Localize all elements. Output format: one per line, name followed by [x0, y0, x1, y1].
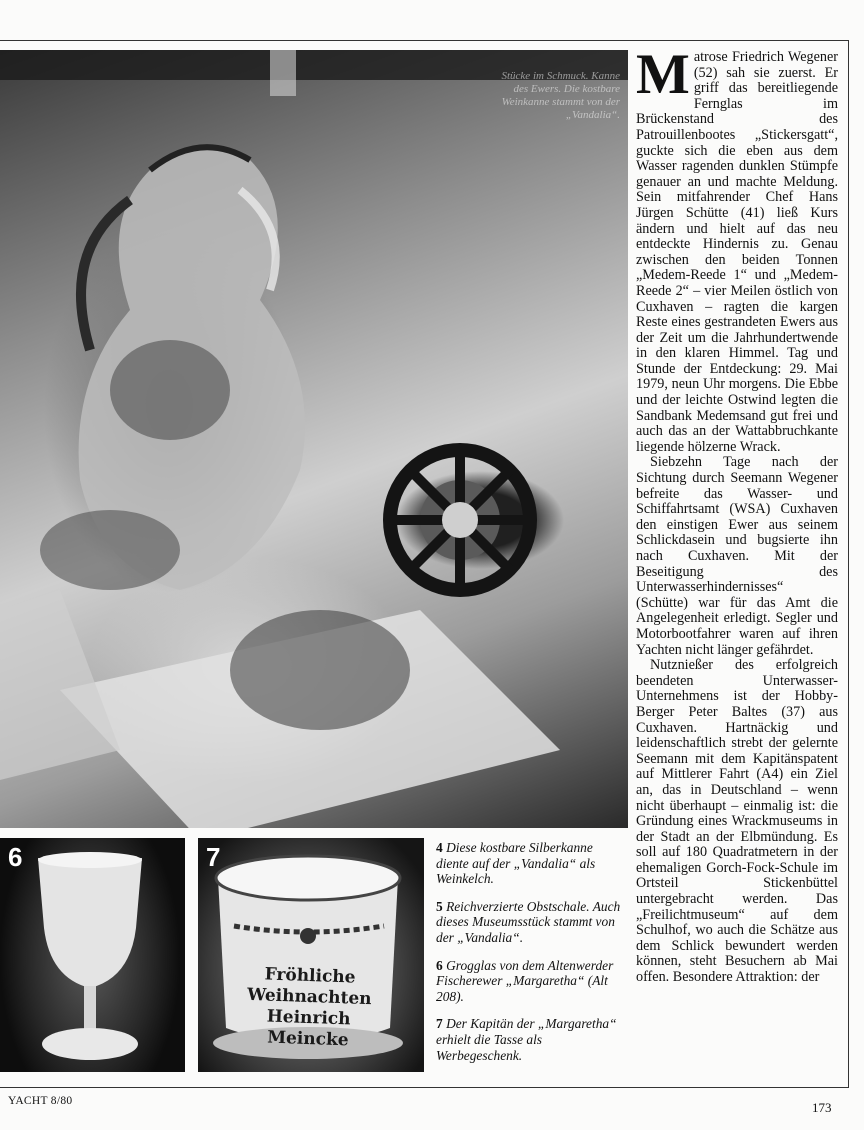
magazine-issue: YACHT 8/80	[8, 1095, 73, 1107]
caption-7	[436, 1016, 628, 1063]
caption-text: Reichverzierte Obstschale. Auch dieses Museumsstück stammt von der „Vandalia“.	[436, 898, 621, 945]
caption-5	[436, 899, 628, 946]
caption-number: 6	[436, 957, 443, 973]
caption-text: Diese kostbare Silberkanne diente auf der „Vandalia“ als Weinkelch.	[436, 840, 596, 887]
article-paragraph-1	[636, 43, 838, 455]
cup-inscription-line-1: Fröhliche Weihnachten	[246, 964, 372, 1010]
caption-number: 5	[436, 898, 443, 914]
article-text	[636, 43, 838, 986]
main-photo-illustration	[0, 50, 628, 828]
caption-text: Der Kapitän der „Margaretha“ erhielt die Tasse als Werbegeschenk.	[436, 1016, 617, 1063]
grog-glass-illustration	[0, 838, 185, 1072]
photo-number-6: 6	[8, 842, 23, 872]
caption-number: 7	[436, 1016, 443, 1032]
paragraph-text: atrose Friedrich Wegener (52) sah sie zuerst. Er griff das bereitliegende Fernglas im Brückenstand des Patrouillenbootes „Stickersgatt“, guckte sich die eben aus dem Wasser ragenden dunklen Stümpfe genauer an und machte Meldung. Sein mitfahrender Chef Hans Jürgen Schütte (41) ließ Kurs ändern und hielt auf das neu entdeckte Hindernis zu. Genau zwischen den beiden Tonnen „Medem-Reede 1“ und „Medem-Reede 2“ – vier Meilen östlich von Cuxhaven – ragten die kargen Reste eines gestrandeten Ewers aus der Zeit um die Jahrhundertwende in den klaren Himmel. Tag und Stunde der Entdeckung: 29. Mai 1979, neun Uhr morgens. Die Ebbe und der leichte Ostwind legten die Sandbank Medemsand gut frei und auch das an der Wattabbruchkante liegende hölzerne Wrack.	[636, 49, 838, 455]
caption-text: Grogglas von dem Altenwerder Fischerewer „Margaretha“ (Alt 208).	[436, 957, 614, 1004]
caption-number: 4	[436, 840, 443, 855]
main-photo-caption: Stücke im Schmuck. Kanne des Ewers. Die kostbare Weinkanne stammt von der „Vandalia“.	[501, 70, 620, 121]
photo-grog-glass	[0, 838, 185, 1072]
photo-captions	[436, 840, 628, 1075]
article-paragraph-3: Nutznießer des erfolgreich beendeten Unterwasser-Unternehmens ist der Hobby-Berger Peter Baltes (37) aus Cuxhaven. Hartnäckig und leidenschaftlich strebt der gelernte Seemann mit dem Kapitänspatent auf Mittlerer Fahrt (A4) ein Ziel an, das in Deutschland – wenn nicht überhaupt – einmalig ist: die Gründung eines Wrackmuseums in der Stadt an der Elbmündung. Es soll auf 180 Quadratmetern in der ehemaligen Gorch-Fock-Schule im Ortsteil Stickenbüttel untergebracht werden. Das „Freilichtmuseum“ auf dem Schulhof, wo auch die Schätze aus dem Schlick bewundert werden können, steht Besuchern ab Mai offen. Besondere Attraktion: der	[636, 657, 838, 986]
caption-6	[436, 958, 628, 1005]
main-photo	[0, 50, 628, 828]
photo-number-7: 7	[206, 842, 221, 872]
cup-inscription	[233, 963, 386, 1052]
article-paragraph-2: Siebzehn Tage nach der Sichtung durch Seemann Wegener befreite das Wasser- und Schiffahrtsamt (WSA) Cuxhaven den einstigen Ewer aus seinem Schlickdasein und bugsierte ihn nach Cuxhaven. Mit der Beseitigung des Unterwasserhindernisses“ (Schütte) war für das Amt die Angelegenheit erledigt. Segler und Motorbootfahrer waren auf ihren Yachten nicht länger gefährdet.	[636, 454, 838, 658]
cup-inscription-line-2: Heinrich Meincke	[266, 1006, 351, 1051]
drop-cap: M	[636, 43, 690, 106]
caption-4	[436, 840, 628, 887]
page-number: 173	[812, 1100, 832, 1115]
photo-cup	[198, 838, 424, 1072]
